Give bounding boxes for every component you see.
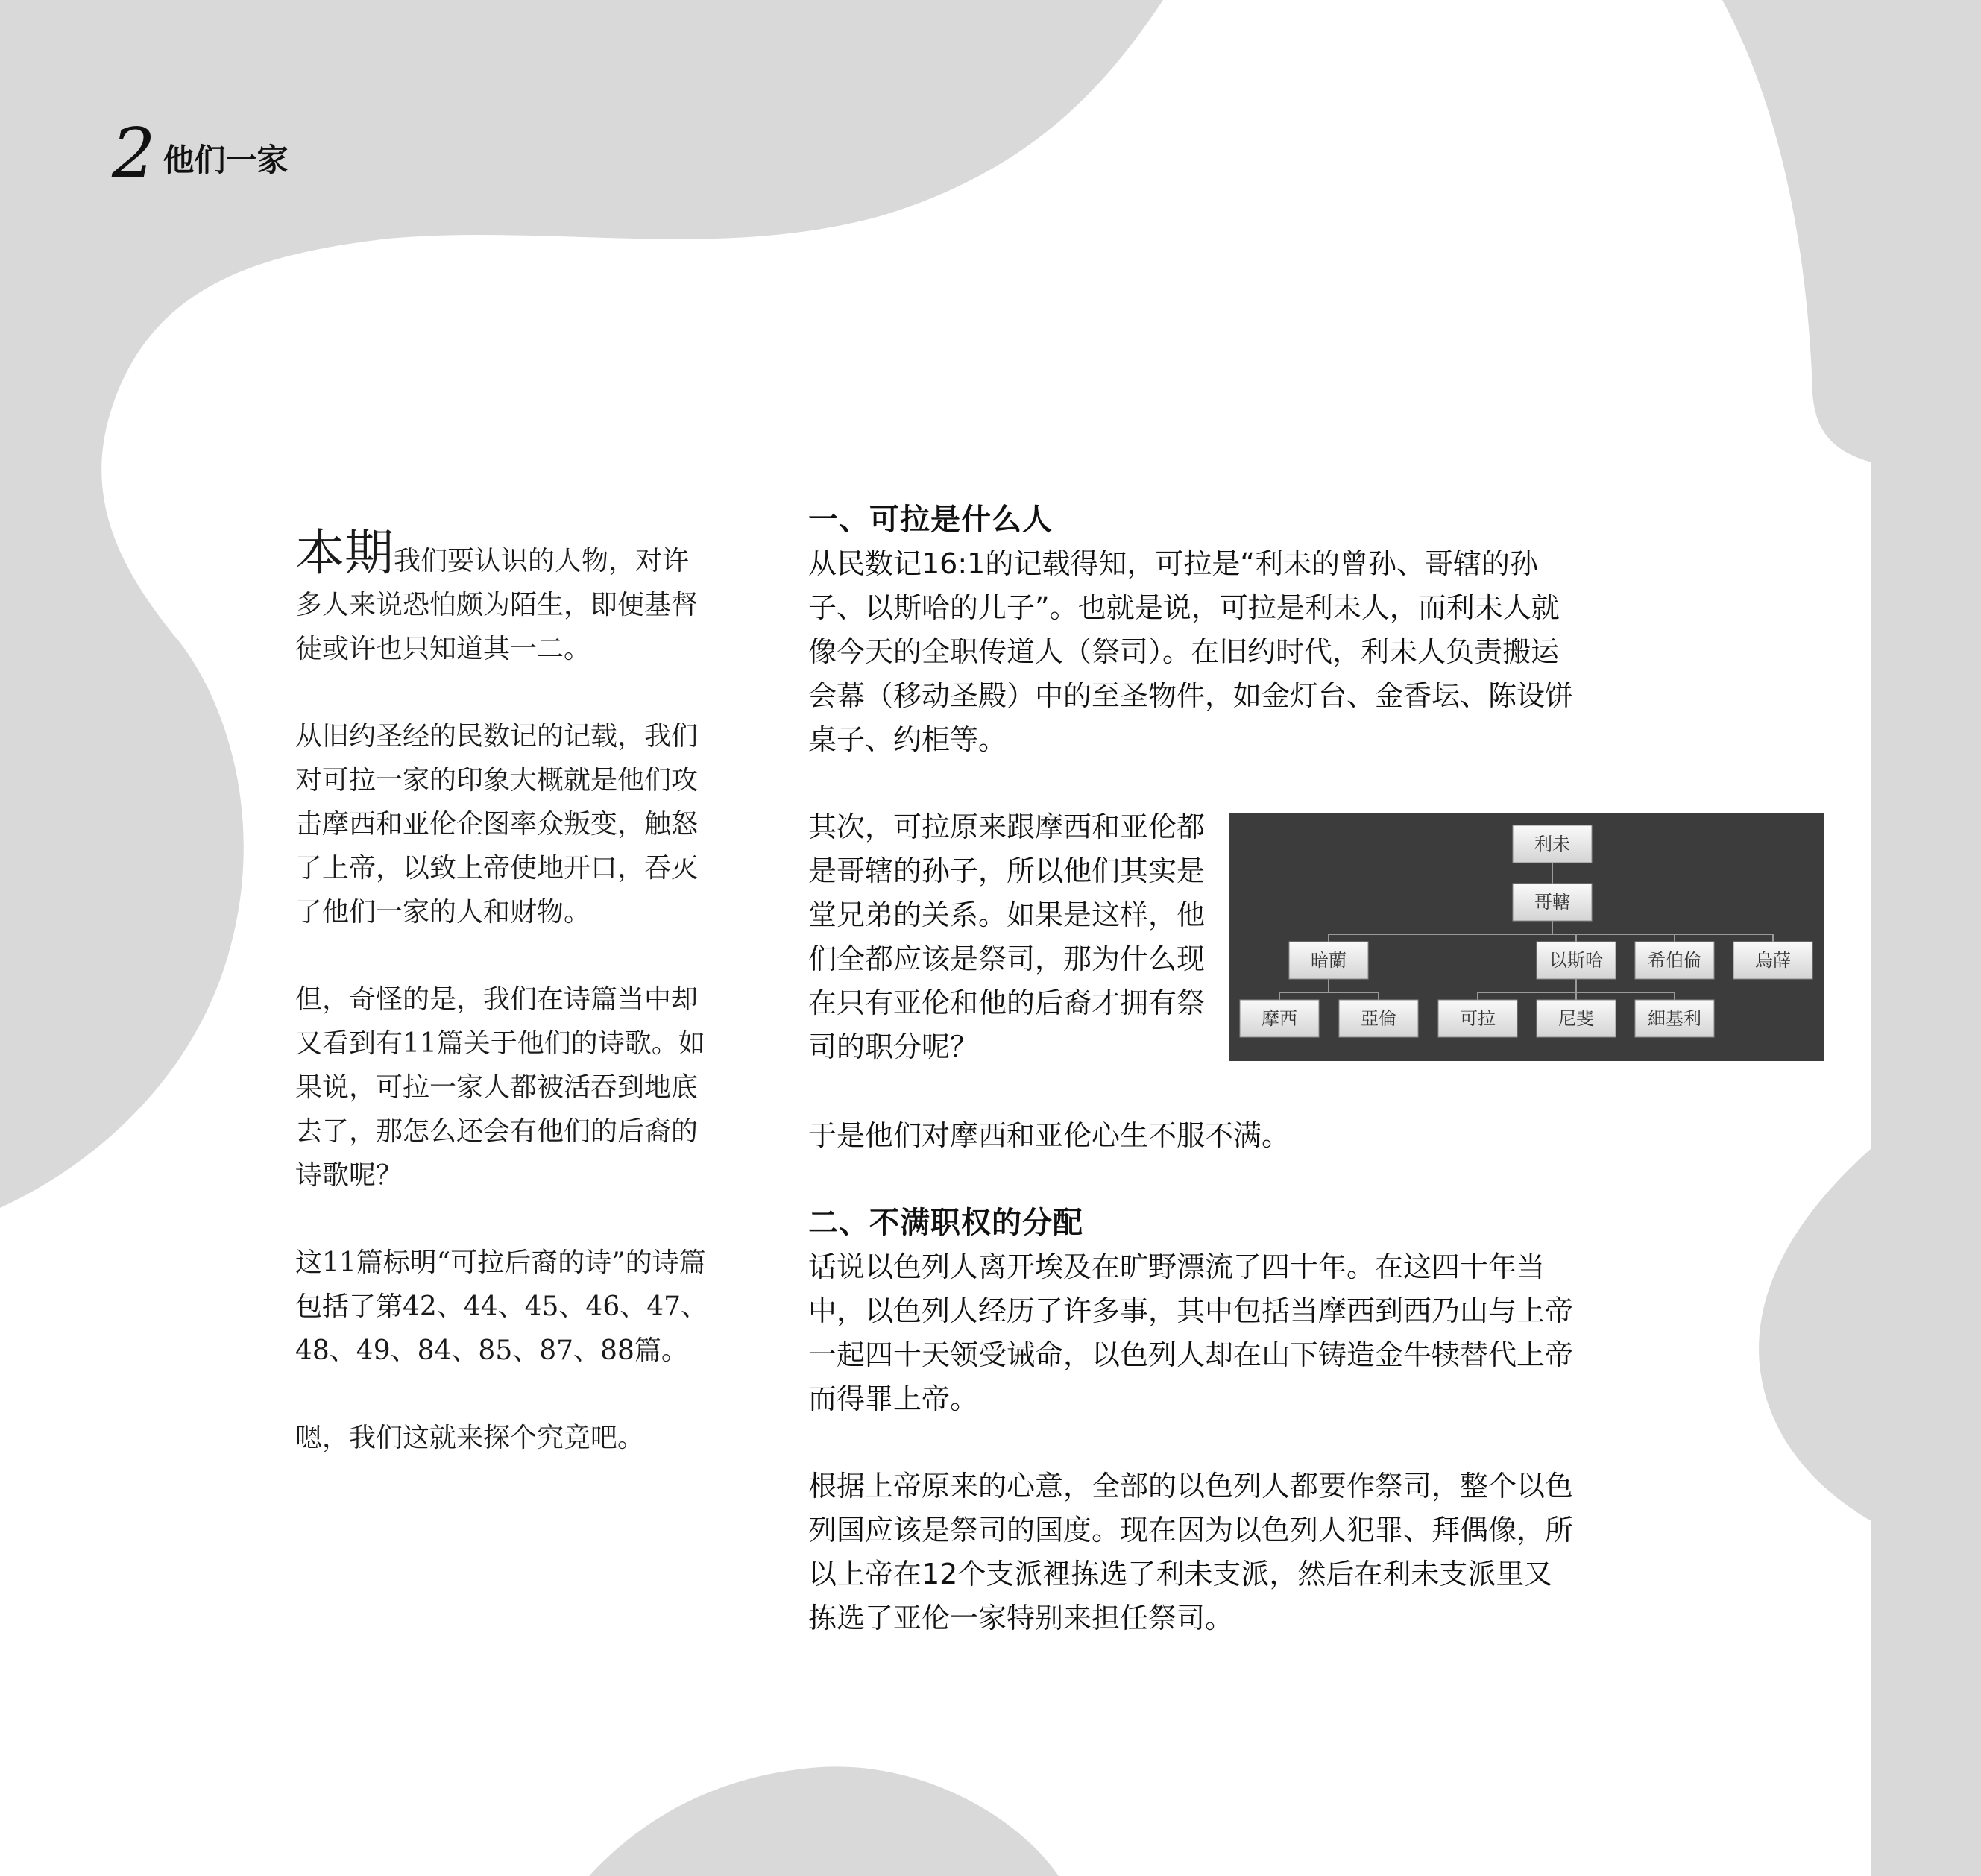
article-paragraph: 根据上帝原来的心意，全部的以色列人都要作祭司，整个以色列国应该是祭司的国度。现在因为以色列人犯罪、拜偶像，所以上帝在12个支派裡拣选了利未支派，然后在利未支派里又拣选了亚伦一家特别来担任祭司。 xyxy=(808,1470,1574,1634)
tree-section xyxy=(808,805,1791,1069)
svg-text:摩西: 摩西 xyxy=(1262,1008,1297,1029)
svg-text:以斯哈: 以斯哈 xyxy=(1549,950,1603,971)
article-paragraph: 话说以色列人离开埃及在旷野漂流了四十年。在这四十年当中，以色列人经历了许多事，其中包括当摩西到西乃山与上帝一起四十天领受诫命，以色列人却在山下铸造金牛犊替代上帝而得罪上帝。 xyxy=(808,1250,1574,1415)
tree-node-level4 xyxy=(1339,1000,1418,1037)
tree-node-level2 xyxy=(1513,884,1592,921)
drop-word: 本期 xyxy=(295,524,394,582)
page-title: 他们一家 xyxy=(163,142,289,178)
intro-paragraph: 本期我们要认识的人物，对许多人来说恐怕颇为陌生，即便基督徒或许也只知道其一二。 xyxy=(295,524,699,664)
section-heading: 二、不满职权的分配 xyxy=(808,1206,1083,1240)
page-header xyxy=(112,113,289,193)
svg-text:細基利: 細基利 xyxy=(1648,1008,1701,1029)
intro-column xyxy=(295,524,713,1503)
intro-paragraph: 嗯，我们这就来探个究竟吧。 xyxy=(295,1423,645,1453)
svg-text:亞倫: 亞倫 xyxy=(1361,1008,1396,1029)
page-number: 2 xyxy=(112,113,156,193)
tree-node-level3 xyxy=(1289,942,1368,979)
tree-node-level3 xyxy=(1635,942,1714,979)
tree-node-level4 xyxy=(1438,1000,1517,1037)
tree-node-root xyxy=(1513,825,1592,863)
article-paragraph: 从民数记16:1的记载得知，可拉是“利未的曾孙、哥辖的孙子、以斯哈的儿子”。也就是说，可拉是利未人，而利未人就像今天的全职传道人（祭司）。在旧约时代，利未人负责搬运会幕（移动圣殿）中的至圣物件，如金灯台、金香坛、陈设饼桌子、约柜等。 xyxy=(808,547,1574,756)
tree-node-level4 xyxy=(1537,1000,1616,1037)
intro-paragraph: 从旧约圣经的民数记的记载，我们对可拉一家的印象大概就是他们攻击摩西和亚伦企图率众叛变，触怒了上帝，以致上帝使地开口，吞灭了他们一家的人和财物。 xyxy=(295,721,699,928)
section-heading: 一、可拉是什么人 xyxy=(808,503,1053,537)
tree-node-level4 xyxy=(1240,1000,1319,1037)
family-tree-diagram xyxy=(1229,813,1824,1061)
svg-text:哥轄: 哥轄 xyxy=(1534,892,1570,913)
svg-text:希伯倫: 希伯倫 xyxy=(1648,950,1701,971)
svg-text:烏薛: 烏薛 xyxy=(1755,950,1791,971)
svg-text:尼斐: 尼斐 xyxy=(1558,1008,1594,1029)
article-paragraph: 其次，可拉原来跟摩西和亚伦都是哥辖的孙子，所以他们其实是堂兄弟的关系。如果是这样，他们全都应该是祭司，那为什么现在只有亚伦和他的后裔才拥有祭司的职分呢？ xyxy=(808,810,1206,1063)
tree-node-level4 xyxy=(1635,1000,1714,1037)
intro-paragraph: 这11篇标明“可拉后裔的诗”的诗篇包括了第42、44、45、46、47、48、49、84、85、87、88篇。 xyxy=(295,1247,708,1366)
svg-text:利未: 利未 xyxy=(1534,834,1570,854)
article-paragraph: 于是他们对摩西和亚伦心生不服不满。 xyxy=(808,1119,1291,1152)
side-strip xyxy=(1871,0,1981,1876)
svg-text:可拉: 可拉 xyxy=(1460,1008,1496,1029)
intro-paragraph: 但，奇怪的是，我们在诗篇当中却又看到有11篇关于他们的诗歌。如果说，可拉一家人都被活吞到地底去了，那怎么还会有他们的后裔的诗歌呢？ xyxy=(295,984,705,1191)
tree-node-level3 xyxy=(1733,942,1812,979)
tree-node-level3 xyxy=(1537,942,1616,979)
article-column xyxy=(808,498,1791,1684)
svg-text:暗蘭: 暗蘭 xyxy=(1311,950,1347,971)
